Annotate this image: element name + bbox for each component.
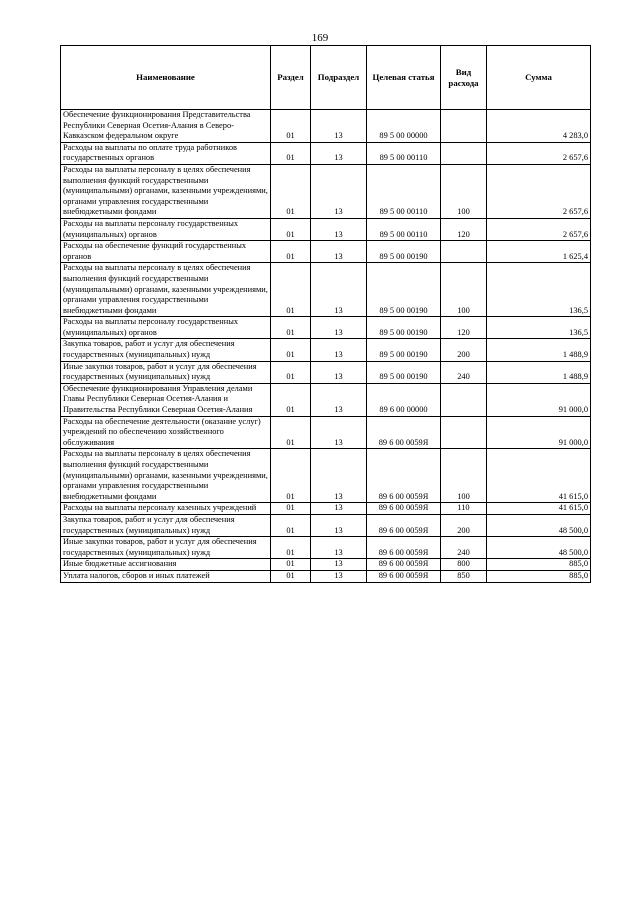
header-target-article: Целевая статья bbox=[367, 46, 441, 110]
row-name: Расходы на выплаты персоналу государственных (муниципальных) органов bbox=[61, 317, 271, 339]
row-amount: 91 000,0 bbox=[487, 416, 591, 449]
row-type bbox=[441, 142, 487, 164]
row-type bbox=[441, 416, 487, 449]
table-row bbox=[61, 514, 591, 536]
row-target: 89 6 00 0059Я bbox=[367, 514, 441, 536]
row-amount: 2 657,6 bbox=[487, 218, 591, 240]
row-section: 01 bbox=[271, 218, 311, 240]
row-target: 89 6 00 0059Я bbox=[367, 570, 441, 582]
row-amount: 91 000,0 bbox=[487, 383, 591, 416]
row-target: 89 6 00 0059Я bbox=[367, 559, 441, 571]
row-name: Расходы на выплаты персоналу в целях обеспечения выполнения функций государственными (муниципальными) органами, казенными учреждениями, органами управления государственными внебюджетными фондами bbox=[61, 449, 271, 503]
row-subsection: 13 bbox=[311, 339, 367, 361]
row-type: 200 bbox=[441, 339, 487, 361]
row-target: 89 5 00 00110 bbox=[367, 218, 441, 240]
row-subsection: 13 bbox=[311, 449, 367, 503]
table-row bbox=[61, 339, 591, 361]
row-amount: 48 500,0 bbox=[487, 514, 591, 536]
table-row bbox=[61, 416, 591, 449]
row-type: 120 bbox=[441, 317, 487, 339]
row-subsection: 13 bbox=[311, 537, 367, 559]
row-section: 01 bbox=[271, 559, 311, 571]
row-name: Расходы на выплаты персоналу в целях обеспечения выполнения функций государственными (муниципальными) органами, казенными учреждениями, органами управления государственными внебюджетными фондами bbox=[61, 164, 271, 218]
row-type bbox=[441, 383, 487, 416]
row-type bbox=[441, 241, 487, 263]
row-target: 89 5 00 00190 bbox=[367, 263, 441, 317]
row-amount: 2 657,6 bbox=[487, 142, 591, 164]
row-subsection: 13 bbox=[311, 383, 367, 416]
row-amount: 41 615,0 bbox=[487, 449, 591, 503]
row-section: 01 bbox=[271, 514, 311, 536]
row-name: Обеспечение функционирования Представительства Республики Северная Осетия-Алания в Северо-Кавказском федеральном округе bbox=[61, 110, 271, 143]
row-subsection: 13 bbox=[311, 218, 367, 240]
row-section: 01 bbox=[271, 164, 311, 218]
row-target: 89 6 00 0059Я bbox=[367, 416, 441, 449]
budget-table bbox=[60, 45, 591, 583]
row-type: 100 bbox=[441, 164, 487, 218]
row-section: 01 bbox=[271, 263, 311, 317]
header-expense-type: Вид расхода bbox=[441, 46, 487, 110]
table-row bbox=[61, 537, 591, 559]
row-subsection: 13 bbox=[311, 503, 367, 515]
row-subsection: 13 bbox=[311, 142, 367, 164]
row-amount: 1 488,9 bbox=[487, 339, 591, 361]
table-row bbox=[61, 449, 591, 503]
table-header-row bbox=[61, 46, 591, 110]
row-subsection: 13 bbox=[311, 110, 367, 143]
row-subsection: 13 bbox=[311, 241, 367, 263]
row-amount: 136,5 bbox=[487, 263, 591, 317]
row-name: Закупка товаров, работ и услуг для обеспечения государственных (муниципальных) нужд bbox=[61, 514, 271, 536]
row-amount: 885,0 bbox=[487, 559, 591, 571]
row-subsection: 13 bbox=[311, 559, 367, 571]
header-name: Наименование bbox=[61, 46, 271, 110]
row-amount: 1 625,4 bbox=[487, 241, 591, 263]
row-subsection: 13 bbox=[311, 514, 367, 536]
row-target: 89 5 00 00000 bbox=[367, 110, 441, 143]
row-type: 120 bbox=[441, 218, 487, 240]
row-target: 89 6 00 0059Я bbox=[367, 503, 441, 515]
row-target: 89 6 00 00000 bbox=[367, 383, 441, 416]
row-type: 100 bbox=[441, 449, 487, 503]
table-row bbox=[61, 218, 591, 240]
row-target: 89 6 00 0059Я bbox=[367, 449, 441, 503]
row-name: Расходы на выплаты персоналу казенных учреждений bbox=[61, 503, 271, 515]
header-subsection: Подраздел bbox=[311, 46, 367, 110]
row-section: 01 bbox=[271, 361, 311, 383]
row-target: 89 5 00 00190 bbox=[367, 241, 441, 263]
row-section: 01 bbox=[271, 339, 311, 361]
table-row bbox=[61, 570, 591, 582]
row-target: 89 5 00 00190 bbox=[367, 339, 441, 361]
row-name: Расходы на выплаты персоналу в целях обеспечения выполнения функций государственными (муниципальными) органами, казенными учреждениями, органами управления государственными внебюджетными фондами bbox=[61, 263, 271, 317]
row-section: 01 bbox=[271, 110, 311, 143]
row-name: Закупка товаров, работ и услуг для обеспечения государственных (муниципальных) нужд bbox=[61, 339, 271, 361]
row-name: Обеспечение функционирования Управления делами Главы Республики Северная Осетия-Алания и Правительства Республики Северная Осетия-Алания bbox=[61, 383, 271, 416]
table-row bbox=[61, 559, 591, 571]
row-section: 01 bbox=[271, 241, 311, 263]
row-section: 01 bbox=[271, 537, 311, 559]
row-target: 89 5 00 00110 bbox=[367, 142, 441, 164]
row-target: 89 5 00 00190 bbox=[367, 317, 441, 339]
table-row bbox=[61, 142, 591, 164]
row-name: Уплата налогов, сборов и иных платежей bbox=[61, 570, 271, 582]
row-amount: 4 283,0 bbox=[487, 110, 591, 143]
row-amount: 136,5 bbox=[487, 317, 591, 339]
row-section: 01 bbox=[271, 317, 311, 339]
row-amount: 41 615,0 bbox=[487, 503, 591, 515]
row-amount: 2 657,6 bbox=[487, 164, 591, 218]
row-type: 850 bbox=[441, 570, 487, 582]
row-subsection: 13 bbox=[311, 263, 367, 317]
row-type: 110 bbox=[441, 503, 487, 515]
row-type: 800 bbox=[441, 559, 487, 571]
row-subsection: 13 bbox=[311, 361, 367, 383]
row-type bbox=[441, 110, 487, 143]
row-target: 89 6 00 0059Я bbox=[367, 537, 441, 559]
row-name: Расходы на обеспечение функций государственных органов bbox=[61, 241, 271, 263]
row-amount: 885,0 bbox=[487, 570, 591, 582]
row-name: Иные закупки товаров, работ и услуг для обеспечения государственных (муниципальных) нужд bbox=[61, 361, 271, 383]
row-subsection: 13 bbox=[311, 570, 367, 582]
row-type: 240 bbox=[441, 537, 487, 559]
row-amount: 48 500,0 bbox=[487, 537, 591, 559]
row-name: Иные закупки товаров, работ и услуг для обеспечения государственных (муниципальных) нужд bbox=[61, 537, 271, 559]
row-type: 100 bbox=[441, 263, 487, 317]
row-name: Расходы на выплаты персоналу государственных (муниципальных) органов bbox=[61, 218, 271, 240]
row-type: 240 bbox=[441, 361, 487, 383]
row-name: Расходы на выплаты по оплате труда работников государственных органов bbox=[61, 142, 271, 164]
header-amount: Сумма bbox=[487, 46, 591, 110]
table-row bbox=[61, 241, 591, 263]
page-number: 169 bbox=[311, 32, 329, 44]
table-row bbox=[61, 317, 591, 339]
header-section: Раздел bbox=[271, 46, 311, 110]
row-subsection: 13 bbox=[311, 164, 367, 218]
row-type: 200 bbox=[441, 514, 487, 536]
table-row bbox=[61, 110, 591, 143]
row-subsection: 13 bbox=[311, 416, 367, 449]
row-name: Расходы на обеспечение деятельности (оказание услуг) учреждений по обеспечению хозяйственного обслуживания bbox=[61, 416, 271, 449]
table-row bbox=[61, 263, 591, 317]
table-row bbox=[61, 503, 591, 515]
table-row bbox=[61, 383, 591, 416]
row-section: 01 bbox=[271, 503, 311, 515]
row-amount: 1 488,9 bbox=[487, 361, 591, 383]
row-name: Иные бюджетные ассигнования bbox=[61, 559, 271, 571]
row-section: 01 bbox=[271, 416, 311, 449]
row-subsection: 13 bbox=[311, 317, 367, 339]
table-row bbox=[61, 361, 591, 383]
row-target: 89 5 00 00110 bbox=[367, 164, 441, 218]
row-section: 01 bbox=[271, 570, 311, 582]
row-section: 01 bbox=[271, 383, 311, 416]
row-section: 01 bbox=[271, 449, 311, 503]
row-target: 89 5 00 00190 bbox=[367, 361, 441, 383]
table-row bbox=[61, 164, 591, 218]
row-section: 01 bbox=[271, 142, 311, 164]
